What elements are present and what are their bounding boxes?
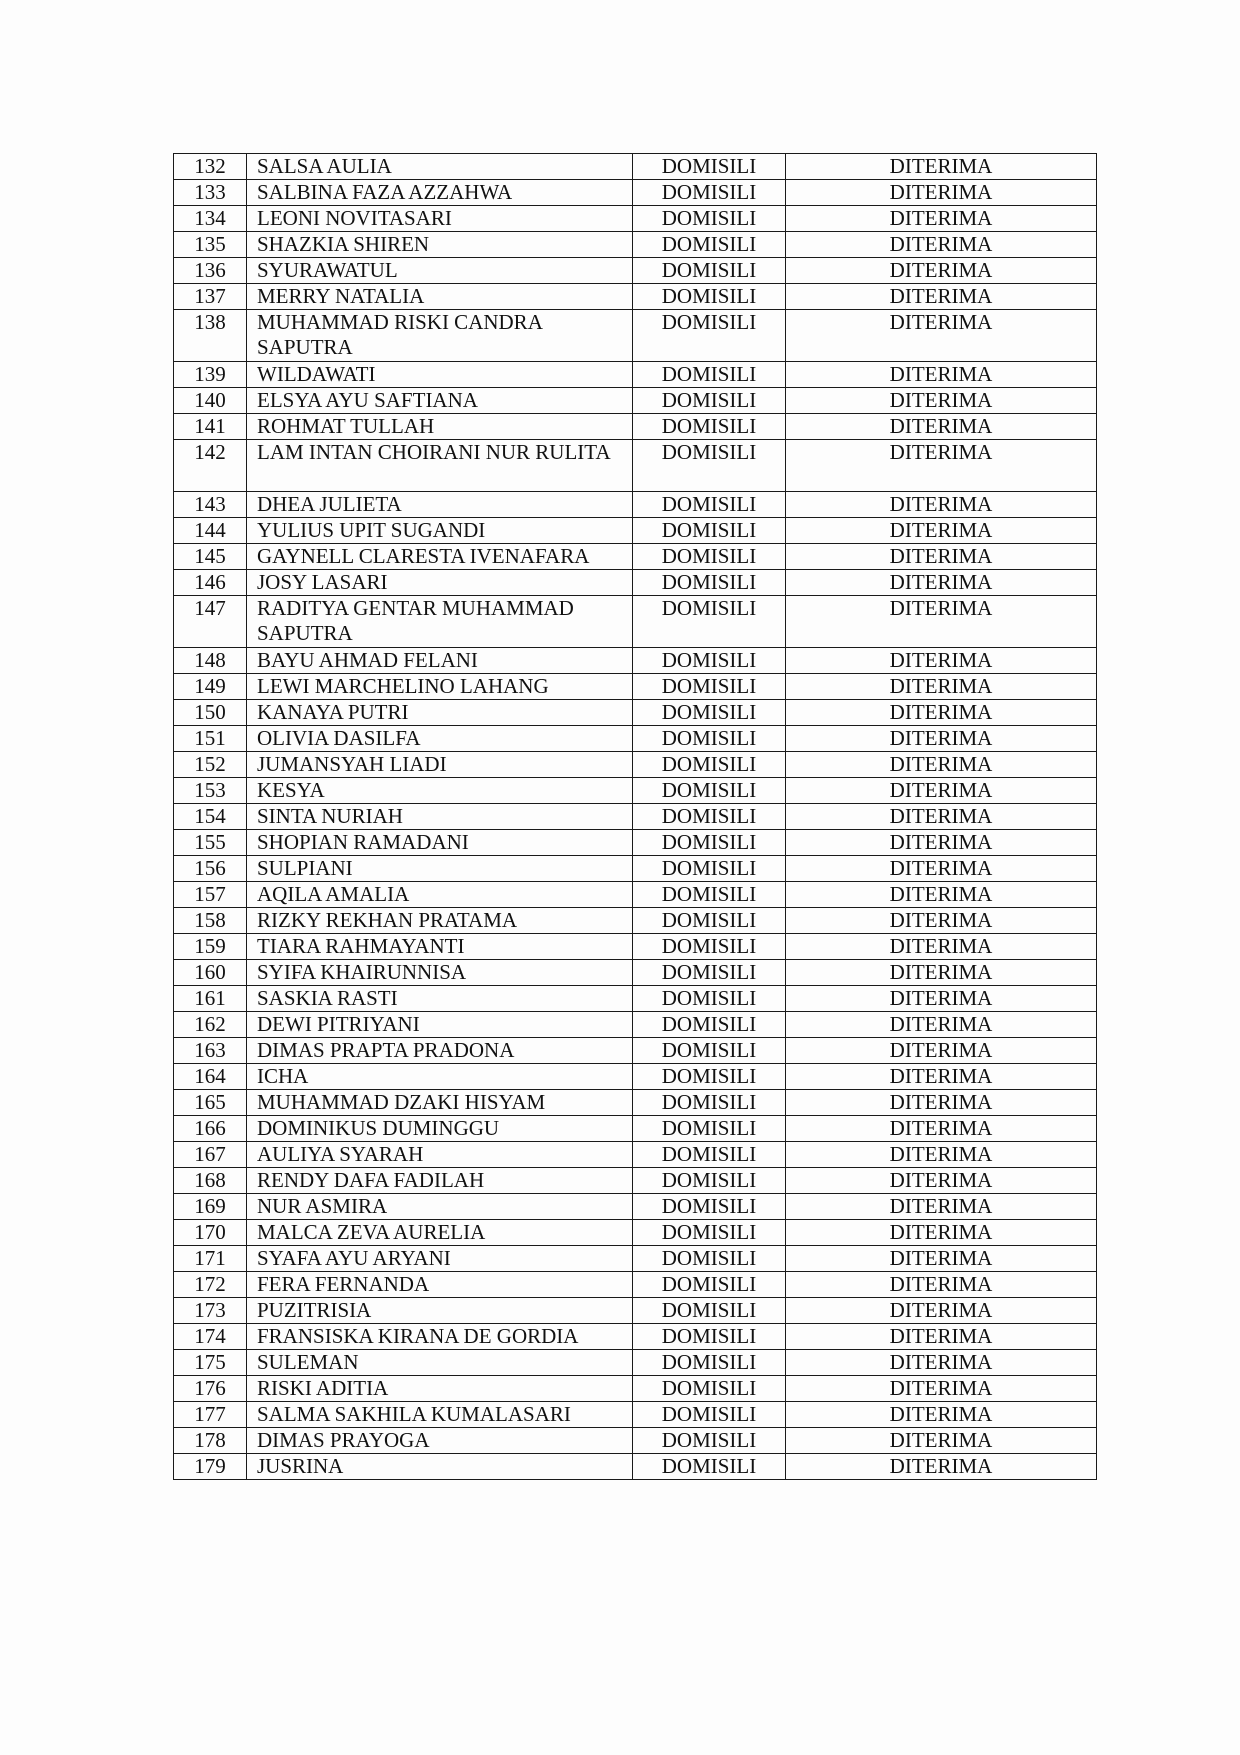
admission-status: DITERIMA: [786, 726, 1097, 752]
student-name: RADITYA GENTAR MUHAMMAD SAPUTRA: [247, 596, 633, 648]
table-row: [174, 206, 1097, 232]
admission-status: DITERIMA: [786, 1168, 1097, 1194]
admission-status: DITERIMA: [786, 492, 1097, 518]
student-name: GAYNELL CLARESTA IVENAFARA: [247, 544, 633, 570]
admission-route: DOMISILI: [633, 1142, 786, 1168]
table-row: [174, 414, 1097, 440]
table-row: [174, 596, 1097, 648]
row-number: 162: [174, 1012, 247, 1038]
table-row: [174, 726, 1097, 752]
admission-status: DITERIMA: [786, 570, 1097, 596]
admission-status: DITERIMA: [786, 1376, 1097, 1402]
table-row: [174, 1064, 1097, 1090]
student-name: WILDAWATI: [247, 362, 633, 388]
student-name: JUMANSYAH LIADI: [247, 752, 633, 778]
table-row: [174, 1038, 1097, 1064]
student-name: SALBINA FAZA AZZAHWA: [247, 180, 633, 206]
table-row: [174, 180, 1097, 206]
row-number: 139: [174, 362, 247, 388]
table-row: [174, 882, 1097, 908]
student-name: FERA FERNANDA: [247, 1272, 633, 1298]
table-row: [174, 1142, 1097, 1168]
admission-status: DITERIMA: [786, 388, 1097, 414]
table-row: [174, 934, 1097, 960]
student-name: RIZKY REKHAN PRATAMA: [247, 908, 633, 934]
admission-route: DOMISILI: [633, 778, 786, 804]
row-number: 163: [174, 1038, 247, 1064]
table-row: [174, 1090, 1097, 1116]
table-row: [174, 674, 1097, 700]
student-name: AULIYA SYARAH: [247, 1142, 633, 1168]
admission-route: DOMISILI: [633, 1064, 786, 1090]
row-number: 175: [174, 1350, 247, 1376]
admission-status: DITERIMA: [786, 1220, 1097, 1246]
admission-status: DITERIMA: [786, 1194, 1097, 1220]
table-row: [174, 1324, 1097, 1350]
admission-status: DITERIMA: [786, 284, 1097, 310]
student-name: DIMAS PRAPTA PRADONA: [247, 1038, 633, 1064]
student-name: KESYA: [247, 778, 633, 804]
admission-route: DOMISILI: [633, 1428, 786, 1454]
table-row: [174, 1376, 1097, 1402]
admission-route: DOMISILI: [633, 1454, 786, 1480]
student-name: AQILA AMALIA: [247, 882, 633, 908]
admission-route: DOMISILI: [633, 1324, 786, 1350]
admission-route: DOMISILI: [633, 440, 786, 492]
student-name: TIARA RAHMAYANTI: [247, 934, 633, 960]
admission-route: DOMISILI: [633, 908, 786, 934]
row-number: 161: [174, 986, 247, 1012]
table-row: [174, 648, 1097, 674]
table-row: [174, 1298, 1097, 1324]
admission-route: DOMISILI: [633, 232, 786, 258]
admission-status: DITERIMA: [786, 778, 1097, 804]
table-row: [174, 1246, 1097, 1272]
student-name: YULIUS UPIT SUGANDI: [247, 518, 633, 544]
admission-route: DOMISILI: [633, 388, 786, 414]
admission-route: DOMISILI: [633, 1272, 786, 1298]
admission-route: DOMISILI: [633, 154, 786, 180]
student-name: SULPIANI: [247, 856, 633, 882]
admission-status: DITERIMA: [786, 1012, 1097, 1038]
admission-status: DITERIMA: [786, 258, 1097, 284]
row-number: 145: [174, 544, 247, 570]
table-row: [174, 284, 1097, 310]
admission-route: DOMISILI: [633, 414, 786, 440]
table-row: [174, 1194, 1097, 1220]
table-row: [174, 856, 1097, 882]
admission-status: DITERIMA: [786, 154, 1097, 180]
admission-status: DITERIMA: [786, 752, 1097, 778]
admission-status: DITERIMA: [786, 1350, 1097, 1376]
row-number: 165: [174, 1090, 247, 1116]
student-name: ROHMAT TULLAH: [247, 414, 633, 440]
table-row: [174, 232, 1097, 258]
table-row: [174, 388, 1097, 414]
row-number: 155: [174, 830, 247, 856]
student-name: SYAFA AYU ARYANI: [247, 1246, 633, 1272]
student-name: DHEA JULIETA: [247, 492, 633, 518]
row-number: 157: [174, 882, 247, 908]
student-name: RENDY DAFA FADILAH: [247, 1168, 633, 1194]
row-number: 150: [174, 700, 247, 726]
admission-route: DOMISILI: [633, 258, 786, 284]
student-name: JOSY LASARI: [247, 570, 633, 596]
admission-status: DITERIMA: [786, 1272, 1097, 1298]
student-name: DOMINIKUS DUMINGGU: [247, 1116, 633, 1142]
student-name: SINTA NURIAH: [247, 804, 633, 830]
table-row: [174, 258, 1097, 284]
table-row: [174, 570, 1097, 596]
row-number: 160: [174, 960, 247, 986]
admission-route: DOMISILI: [633, 804, 786, 830]
row-number: 172: [174, 1272, 247, 1298]
admission-status: DITERIMA: [786, 674, 1097, 700]
student-name: ELSYA AYU SAFTIANA: [247, 388, 633, 414]
row-number: 141: [174, 414, 247, 440]
admission-route: DOMISILI: [633, 934, 786, 960]
admission-status: DITERIMA: [786, 232, 1097, 258]
student-name: RISKI ADITIA: [247, 1376, 633, 1402]
table-row: [174, 752, 1097, 778]
row-number: 147: [174, 596, 247, 648]
admission-status: DITERIMA: [786, 1402, 1097, 1428]
table-row: [174, 986, 1097, 1012]
student-name: MALCA ZEVA AURELIA: [247, 1220, 633, 1246]
row-number: 158: [174, 908, 247, 934]
student-name: PUZITRISIA: [247, 1298, 633, 1324]
table-row: [174, 1116, 1097, 1142]
row-number: 167: [174, 1142, 247, 1168]
row-number: 164: [174, 1064, 247, 1090]
row-number: 170: [174, 1220, 247, 1246]
admission-route: DOMISILI: [633, 518, 786, 544]
admission-status: DITERIMA: [786, 1064, 1097, 1090]
admission-route: DOMISILI: [633, 986, 786, 1012]
admission-status: DITERIMA: [786, 934, 1097, 960]
admission-status: DITERIMA: [786, 206, 1097, 232]
row-number: 152: [174, 752, 247, 778]
row-number: 137: [174, 284, 247, 310]
student-name: ICHA: [247, 1064, 633, 1090]
table-row: [174, 830, 1097, 856]
admission-status: DITERIMA: [786, 1298, 1097, 1324]
student-name: OLIVIA DASILFA: [247, 726, 633, 752]
table-row: [174, 310, 1097, 362]
student-name: DEWI PITRIYANI: [247, 1012, 633, 1038]
student-name: KANAYA PUTRI: [247, 700, 633, 726]
row-number: 146: [174, 570, 247, 596]
admission-route: DOMISILI: [633, 1116, 786, 1142]
student-name: MUHAMMAD DZAKI HISYAM: [247, 1090, 633, 1116]
row-number: 178: [174, 1428, 247, 1454]
admission-status: DITERIMA: [786, 1038, 1097, 1064]
student-name: NUR ASMIRA: [247, 1194, 633, 1220]
admission-status: DITERIMA: [786, 908, 1097, 934]
admission-status: DITERIMA: [786, 362, 1097, 388]
admission-route: DOMISILI: [633, 206, 786, 232]
student-name: SHAZKIA SHIREN: [247, 232, 633, 258]
student-name: LAM INTAN CHOIRANI NUR RULITA: [247, 440, 633, 492]
row-number: 169: [174, 1194, 247, 1220]
admission-route: DOMISILI: [633, 830, 786, 856]
admission-route: DOMISILI: [633, 1298, 786, 1324]
table-body: [174, 154, 1097, 1480]
admission-status: DITERIMA: [786, 830, 1097, 856]
admission-status: DITERIMA: [786, 596, 1097, 648]
table-row: [174, 1220, 1097, 1246]
admission-route: DOMISILI: [633, 596, 786, 648]
student-admission-table: [173, 153, 1097, 1480]
admission-status: DITERIMA: [786, 1142, 1097, 1168]
admission-route: DOMISILI: [633, 570, 786, 596]
admission-status: DITERIMA: [786, 544, 1097, 570]
row-number: 154: [174, 804, 247, 830]
admission-route: DOMISILI: [633, 310, 786, 362]
table-row: [174, 518, 1097, 544]
row-number: 174: [174, 1324, 247, 1350]
table-row: [174, 778, 1097, 804]
table-row: [174, 1454, 1097, 1480]
admission-status: DITERIMA: [786, 518, 1097, 544]
table-row: [174, 154, 1097, 180]
admission-route: DOMISILI: [633, 180, 786, 206]
row-number: 156: [174, 856, 247, 882]
admission-status: DITERIMA: [786, 648, 1097, 674]
table-row: [174, 700, 1097, 726]
admission-route: DOMISILI: [633, 752, 786, 778]
row-number: 149: [174, 674, 247, 700]
admission-route: DOMISILI: [633, 492, 786, 518]
student-name: BAYU AHMAD FELANI: [247, 648, 633, 674]
admission-route: DOMISILI: [633, 1402, 786, 1428]
admission-status: DITERIMA: [786, 1428, 1097, 1454]
admission-route: DOMISILI: [633, 700, 786, 726]
row-number: 140: [174, 388, 247, 414]
admission-route: DOMISILI: [633, 1194, 786, 1220]
row-number: 179: [174, 1454, 247, 1480]
admission-route: DOMISILI: [633, 284, 786, 310]
row-number: 168: [174, 1168, 247, 1194]
admission-route: DOMISILI: [633, 960, 786, 986]
row-number: 132: [174, 154, 247, 180]
row-number: 135: [174, 232, 247, 258]
admission-status: DITERIMA: [786, 1324, 1097, 1350]
admission-route: DOMISILI: [633, 1350, 786, 1376]
row-number: 143: [174, 492, 247, 518]
row-number: 133: [174, 180, 247, 206]
row-number: 166: [174, 1116, 247, 1142]
admission-status: DITERIMA: [786, 882, 1097, 908]
row-number: 173: [174, 1298, 247, 1324]
table-row: [174, 544, 1097, 570]
admission-status: DITERIMA: [786, 986, 1097, 1012]
admission-status: DITERIMA: [786, 1090, 1097, 1116]
table-row: [174, 1012, 1097, 1038]
table-row: [174, 440, 1097, 492]
table-row: [174, 362, 1097, 388]
student-name: MERRY NATALIA: [247, 284, 633, 310]
row-number: 136: [174, 258, 247, 284]
table-row: [174, 960, 1097, 986]
row-number: 171: [174, 1246, 247, 1272]
row-number: 151: [174, 726, 247, 752]
student-name: SASKIA RASTI: [247, 986, 633, 1012]
row-number: 134: [174, 206, 247, 232]
student-name: SYIFA KHAIRUNNISA: [247, 960, 633, 986]
student-name: SALMA SAKHILA KUMALASARI: [247, 1402, 633, 1428]
admission-status: DITERIMA: [786, 310, 1097, 362]
admission-route: DOMISILI: [633, 1090, 786, 1116]
table-row: [174, 1350, 1097, 1376]
table-row: [174, 1168, 1097, 1194]
student-name: JUSRINA: [247, 1454, 633, 1480]
admission-route: DOMISILI: [633, 882, 786, 908]
student-name: SULEMAN: [247, 1350, 633, 1376]
row-number: 144: [174, 518, 247, 544]
admission-status: DITERIMA: [786, 1246, 1097, 1272]
student-name: SHOPIAN RAMADANI: [247, 830, 633, 856]
table-row: [174, 908, 1097, 934]
table-row: [174, 1428, 1097, 1454]
admission-status: DITERIMA: [786, 180, 1097, 206]
admission-route: DOMISILI: [633, 648, 786, 674]
admission-status: DITERIMA: [786, 1116, 1097, 1142]
row-number: 176: [174, 1376, 247, 1402]
admission-route: DOMISILI: [633, 1246, 786, 1272]
student-name: SALSA AULIA: [247, 154, 633, 180]
admission-route: DOMISILI: [633, 674, 786, 700]
admission-route: DOMISILI: [633, 726, 786, 752]
row-number: 153: [174, 778, 247, 804]
student-name: DIMAS PRAYOGA: [247, 1428, 633, 1454]
row-number: 138: [174, 310, 247, 362]
admission-route: DOMISILI: [633, 362, 786, 388]
admission-route: DOMISILI: [633, 544, 786, 570]
admission-status: DITERIMA: [786, 804, 1097, 830]
admission-status: DITERIMA: [786, 856, 1097, 882]
row-number: 148: [174, 648, 247, 674]
row-number: 159: [174, 934, 247, 960]
table-row: [174, 804, 1097, 830]
admission-route: DOMISILI: [633, 1376, 786, 1402]
admission-status: DITERIMA: [786, 700, 1097, 726]
admission-route: DOMISILI: [633, 1038, 786, 1064]
student-name: LEWI MARCHELINO LAHANG: [247, 674, 633, 700]
admission-route: DOMISILI: [633, 1168, 786, 1194]
row-number: 142: [174, 440, 247, 492]
admission-route: DOMISILI: [633, 856, 786, 882]
admission-status: DITERIMA: [786, 960, 1097, 986]
student-name: SYURAWATUL: [247, 258, 633, 284]
table-row: [174, 1272, 1097, 1298]
admission-status: DITERIMA: [786, 440, 1097, 492]
student-name: FRANSISKA KIRANA DE GORDIA: [247, 1324, 633, 1350]
row-number: 177: [174, 1402, 247, 1428]
table-row: [174, 492, 1097, 518]
admission-route: DOMISILI: [633, 1012, 786, 1038]
admission-status: DITERIMA: [786, 414, 1097, 440]
student-name: MUHAMMAD RISKI CANDRA SAPUTRA: [247, 310, 633, 362]
student-name: LEONI NOVITASARI: [247, 206, 633, 232]
admission-status: DITERIMA: [786, 1454, 1097, 1480]
admission-route: DOMISILI: [633, 1220, 786, 1246]
table-row: [174, 1402, 1097, 1428]
